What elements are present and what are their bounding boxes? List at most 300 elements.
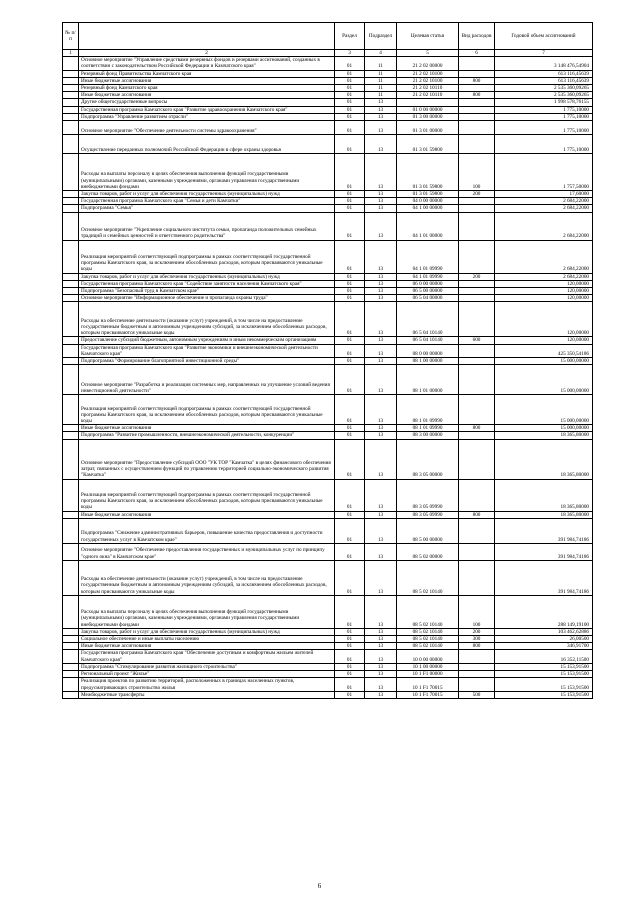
cell-razdel: 01 (335, 358, 365, 365)
cell-razdel: 01 (335, 77, 365, 84)
cell-target-article: 06 5 04 10140 (397, 337, 459, 344)
cell-podrazdel: 13 (365, 560, 397, 595)
cell-podrazdel: 13 (365, 432, 397, 439)
cell-razdel: 01 (335, 205, 365, 212)
table-row (63, 358, 593, 365)
cell-amount: 3 148 476,54904 (495, 57, 593, 70)
header-name (79, 23, 335, 50)
cell-expense-type (459, 198, 495, 205)
cell-expense-type: 200 (459, 191, 495, 198)
cell-amount: 15 153,91500 (495, 691, 593, 698)
cell-name: Подпрограмма "Семья" (79, 205, 335, 212)
cell-podrazdel: 13 (365, 628, 397, 635)
cell-razdel: 01 (335, 280, 365, 287)
table-row (63, 106, 593, 113)
table-row (63, 85, 593, 92)
cell-name: Закупка товаров, работ и услуг для обеспечения государственных (муниципальных) нужд (79, 628, 335, 635)
cell-expense-type (459, 671, 495, 678)
cell-target-article: 08 5 00 00000 (397, 518, 459, 543)
cell-razdel: 01 (335, 691, 365, 698)
cell-podrazdel: 13 (365, 678, 397, 691)
cell-name: Иные бюджетные ассигнования (79, 511, 335, 518)
cell-expense-type (459, 560, 495, 595)
cell-podrazdel: 13 (365, 288, 397, 295)
cell-num (63, 70, 79, 77)
cell-amount: 1 775,10000 (495, 113, 593, 120)
cell-num (63, 395, 79, 425)
cell-razdel: 01 (335, 628, 365, 635)
cell-num (63, 439, 79, 479)
cell-podrazdel: 13 (365, 650, 397, 663)
cell-expense-type (459, 113, 495, 120)
cell-podrazdel: 11 (365, 70, 397, 77)
cell-num (63, 432, 79, 439)
cell-target-article: 04 1 01 09990 (397, 240, 459, 273)
cell-name: Реализация мероприятий соответствующей подпрограммы в рамках соответствующей государственной программы Камчатского края, за исключением обособленных расходов, которым присваиваются уникальные коды (79, 395, 335, 425)
cell-podrazdel: 13 (365, 106, 397, 113)
cell-podrazdel: 11 (365, 77, 397, 84)
cell-amount: 15 000,00000 (495, 365, 593, 395)
table-row (63, 92, 593, 99)
column-index: 4 (365, 50, 397, 57)
cell-target-article: 06 0 00 00000 (397, 280, 459, 287)
table-header (63, 23, 593, 57)
table-row (63, 663, 593, 670)
cell-target-article: 10 1 00 00000 (397, 663, 459, 670)
cell-expense-type: 100 (459, 154, 495, 191)
cell-num (63, 302, 79, 337)
cell-expense-type: 800 (459, 643, 495, 650)
cell-name: Реализация мероприятий соответствующей подпрограммы в рамках соответствующей государственной программы Камчатского края, за исключением обособленных расходов, которым присваиваются уникальные коды (79, 240, 335, 273)
cell-name: Иные бюджетные ассигнования (79, 77, 335, 84)
cell-razdel: 01 (335, 302, 365, 337)
cell-target-article: 04 1 00 00000 (397, 205, 459, 212)
table-row (63, 191, 593, 198)
cell-razdel: 01 (335, 518, 365, 543)
cell-amount: 613 116,45639 (495, 77, 593, 84)
cell-target-article: 01 3 01 59800 (397, 135, 459, 154)
table-row (63, 57, 593, 70)
table-row (63, 365, 593, 395)
cell-razdel: 01 (335, 57, 365, 70)
cell-name: Другие общегосударственные вопросы (79, 99, 335, 106)
cell-name: Реализация проектов по развитию территорий, расположенных в границах населенных пунктов, предусматривающих строительство жилья (79, 678, 335, 691)
cell-amount: 391 984,74186 (495, 518, 593, 543)
header-annual-amount: Годовой объем ассигнований (495, 23, 593, 50)
table-row (63, 240, 593, 273)
cell-num (63, 113, 79, 120)
cell-name: Основное мероприятие "Управление средствами резервных фондов и резервами ассигнований, созданных в соответствии с законодательством Российской Федерации и Камчатского края" (79, 57, 335, 70)
cell-podrazdel: 13 (365, 344, 397, 357)
cell-target-article: 10 1 F1 70015 (397, 678, 459, 691)
cell-name: Социальное обеспечение и иные выплаты населению (79, 636, 335, 643)
cell-razdel: 01 (335, 92, 365, 99)
cell-amount: 120,00000 (495, 280, 593, 287)
table-row (63, 205, 593, 212)
cell-num (63, 288, 79, 295)
cell-expense-type (459, 288, 495, 295)
table-row (63, 70, 593, 77)
cell-expense-type (459, 479, 495, 511)
cell-name: Подпрограмма "Стимулирование развития жилищного строительства" (79, 663, 335, 670)
cell-amount: 18 365,80000 (495, 511, 593, 518)
cell-podrazdel: 13 (365, 273, 397, 280)
cell-expense-type (459, 135, 495, 154)
cell-target-article: 01 3 01 00000 (397, 121, 459, 135)
cell-expense-type (459, 302, 495, 337)
cell-num (63, 57, 79, 70)
table-row (63, 113, 593, 120)
cell-name: Государственная программа Камчатского края "Развитие здравоохранения Камчатского края" (79, 106, 335, 113)
cell-expense-type (459, 663, 495, 670)
cell-target-article: 08 1 00 00000 (397, 358, 459, 365)
cell-podrazdel: 11 (365, 57, 397, 70)
cell-name: Государственная программа Камчатского края "Развитие экономики и внешнеэкономической деятельности Камчатского края" (79, 344, 335, 357)
cell-target-article: 08 1 01 00000 (397, 365, 459, 395)
cell-expense-type: 800 (459, 425, 495, 432)
cell-target-article: 08 5 02 10140 (397, 595, 459, 628)
cell-name: Региональный проект "Жилье" (79, 671, 335, 678)
table-row (63, 154, 593, 191)
cell-amount: 16 352,11500 (495, 650, 593, 663)
cell-name: Закупка товаров, работ и услуг для обеспечения государственных (муниципальных) нужд (79, 273, 335, 280)
cell-name: Основное мероприятие "Обеспечение предоставления государственных и муниципальных услуг по принципу "одного окна" в Камчатском крае" (79, 543, 335, 560)
cell-num (63, 518, 79, 543)
cell-expense-type (459, 240, 495, 273)
cell-expense-type: 200 (459, 273, 495, 280)
cell-podrazdel: 13 (365, 240, 397, 273)
cell-name: Государственная программа Камчатского края "Содействие занятости населения Камчатского края" (79, 280, 335, 287)
cell-amount: 2 684,22000 (495, 198, 593, 205)
cell-podrazdel: 13 (365, 198, 397, 205)
cell-podrazdel: 13 (365, 113, 397, 120)
cell-num (63, 479, 79, 511)
cell-target-article: 21 2 02 10110 (397, 92, 459, 99)
cell-amount: 18 365,80000 (495, 439, 593, 479)
cell-razdel: 01 (335, 479, 365, 511)
cell-razdel: 01 (335, 595, 365, 628)
cell-name: Закупка товаров, работ и услуг для обеспечения государственных (муниципальных) нужд (79, 191, 335, 198)
cell-podrazdel: 13 (365, 99, 397, 106)
cell-amount: 1 775,10000 (495, 106, 593, 113)
header-expense-type: Вид расходов (459, 23, 495, 50)
cell-amount: 15 000,00000 (495, 395, 593, 425)
table-row (63, 595, 593, 628)
cell-expense-type (459, 70, 495, 77)
cell-razdel: 01 (335, 395, 365, 425)
cell-target-article (397, 99, 459, 106)
header-target-article: Целевая статья (397, 23, 459, 50)
cell-target-article: 08 3 00 00000 (397, 432, 459, 439)
table-row (63, 337, 593, 344)
cell-razdel: 01 (335, 273, 365, 280)
cell-amount: 1 998 578,76155 (495, 99, 593, 106)
column-index: 3 (335, 50, 365, 57)
cell-razdel: 01 (335, 99, 365, 106)
column-index: 6 (459, 50, 495, 57)
cell-podrazdel: 13 (365, 295, 397, 302)
table-row (63, 135, 593, 154)
cell-razdel: 01 (335, 70, 365, 77)
cell-expense-type: 300 (459, 636, 495, 643)
cell-num (63, 212, 79, 240)
cell-name: Основное мероприятие "Информационное обеспечение и пропаганда охраны труда" (79, 295, 335, 302)
cell-num (63, 154, 79, 191)
cell-razdel: 01 (335, 643, 365, 650)
table-row (63, 628, 593, 635)
cell-num (63, 295, 79, 302)
cell-num (63, 121, 79, 135)
cell-expense-type (459, 57, 495, 70)
cell-num (63, 560, 79, 595)
cell-num (63, 205, 79, 212)
table-row (63, 432, 593, 439)
cell-amount: 2 535 360,09265 (495, 85, 593, 92)
cell-razdel: 01 (335, 295, 365, 302)
cell-name: Реализация мероприятий соответствующей подпрограммы в рамках соответствующей государственной программы Камчатского края, за исключением обособленных расходов, которым присваиваются уникальные коды (79, 479, 335, 511)
cell-target-article: 08 1 01 09990 (397, 395, 459, 425)
cell-amount: 1 775,10000 (495, 135, 593, 154)
cell-amount: 15 153,91500 (495, 663, 593, 670)
cell-expense-type (459, 212, 495, 240)
cell-podrazdel: 13 (365, 636, 397, 643)
cell-name: Иные бюджетные ассигнования (79, 425, 335, 432)
cell-podrazdel: 13 (365, 671, 397, 678)
cell-num (63, 663, 79, 670)
cell-amount: 2 684,22000 (495, 212, 593, 240)
cell-podrazdel: 11 (365, 92, 397, 99)
cell-podrazdel: 13 (365, 439, 397, 479)
cell-amount: 17,60000 (495, 191, 593, 198)
cell-num (63, 650, 79, 663)
cell-amount: 2 684,22000 (495, 273, 593, 280)
cell-amount: 1 757,50000 (495, 154, 593, 191)
cell-target-article: 08 5 02 10140 (397, 628, 459, 635)
cell-razdel: 01 (335, 432, 365, 439)
cell-amount: 103 462,62886 (495, 628, 593, 635)
cell-razdel: 01 (335, 650, 365, 663)
cell-name: Подпрограмма "Развитие промышленности, внешнеэкономической деятельности, конкуренции" (79, 432, 335, 439)
cell-name: Расходы на выплаты персоналу в целях обеспечения выполнения функций государственными (муниципальными) органами, казенными учреждениями, органами управления государственными внебюджетными фондами (79, 595, 335, 628)
cell-amount: 120,00000 (495, 288, 593, 295)
cell-num (63, 425, 79, 432)
cell-razdel: 01 (335, 85, 365, 92)
cell-target-article: 01 3 01 59800 (397, 191, 459, 198)
cell-podrazdel: 13 (365, 518, 397, 543)
cell-name: Основное мероприятие "Предоставление субсидий ООО "УК ТОР "Камчатка" в целях финансового обеспечения затрат, связанных с осуществлением функций по управлению территорией социально-экономического развития "Камчатка" (79, 439, 335, 479)
table-row (63, 650, 593, 663)
cell-target-article: 08 0 00 00000 (397, 344, 459, 357)
table-row (63, 518, 593, 543)
table-row (63, 511, 593, 518)
cell-expense-type (459, 106, 495, 113)
cell-podrazdel: 13 (365, 365, 397, 395)
cell-podrazdel: 13 (365, 212, 397, 240)
cell-expense-type (459, 432, 495, 439)
cell-podrazdel: 13 (365, 205, 397, 212)
cell-razdel: 01 (335, 543, 365, 560)
budget-table-page (62, 22, 592, 699)
cell-target-article: 04 1 01 00000 (397, 212, 459, 240)
cell-podrazdel: 13 (365, 663, 397, 670)
cell-target-article: 21 2 02 10100 (397, 70, 459, 77)
cell-podrazdel: 13 (365, 337, 397, 344)
table-row (63, 288, 593, 295)
cell-name: Расходы на выплаты персоналу в целях обеспечения выполнения функций государственными (муниципальными) органами, казенными учреждениями, органами управления государственными внебюджетными фондами (79, 154, 335, 191)
cell-expense-type (459, 650, 495, 663)
cell-name: Подпрограмма "Формирование благоприятной инвестиционной среды" (79, 358, 335, 365)
cell-podrazdel: 13 (365, 154, 397, 191)
cell-target-article: 01 3 00 00000 (397, 113, 459, 120)
cell-name: Резервный фонд Камчатского края (79, 85, 335, 92)
table-row (63, 212, 593, 240)
cell-num (63, 678, 79, 691)
cell-podrazdel: 13 (365, 135, 397, 154)
cell-amount: 120,00000 (495, 302, 593, 337)
cell-num (63, 85, 79, 92)
cell-podrazdel: 13 (365, 121, 397, 135)
cell-razdel: 01 (335, 344, 365, 357)
cell-amount: 425 350,54186 (495, 344, 593, 357)
cell-target-article: 01 0 00 00000 (397, 106, 459, 113)
cell-target-article: 08 5 02 10140 (397, 643, 459, 650)
cell-expense-type: 200 (459, 628, 495, 635)
table-row (63, 543, 593, 560)
cell-num (63, 280, 79, 287)
cell-amount: 613 116,45639 (495, 70, 593, 77)
table-row (63, 121, 593, 135)
cell-razdel: 01 (335, 240, 365, 273)
cell-amount: 2 535 360,09265 (495, 92, 593, 99)
cell-name: Предоставление субсидий бюджетным, автономным учреждениям и иным некоммерческим организациям (79, 337, 335, 344)
cell-target-article: 04 1 01 09990 (397, 273, 459, 280)
cell-expense-type (459, 358, 495, 365)
cell-podrazdel: 13 (365, 479, 397, 511)
cell-podrazdel: 13 (365, 643, 397, 650)
cell-razdel: 01 (335, 198, 365, 205)
cell-target-article: 10 1 F1 00000 (397, 671, 459, 678)
table-row (63, 395, 593, 425)
cell-target-article: 08 3 05 00000 (397, 439, 459, 479)
cell-target-article: 21 2 02 10100 (397, 77, 459, 84)
cell-razdel: 01 (335, 212, 365, 240)
cell-target-article: 01 3 01 59800 (397, 154, 459, 191)
cell-podrazdel: 13 (365, 425, 397, 432)
table-row (63, 198, 593, 205)
cell-expense-type: 600 (459, 337, 495, 344)
cell-name: Иные бюджетные ассигнования (79, 92, 335, 99)
cell-name: Подпрограмма "Снижение административных барьеров, повышение качества предоставления и доступности государственных услуг в Камчатском крае" (79, 518, 335, 543)
cell-amount: 2 684,22000 (495, 240, 593, 273)
cell-amount: 1 775,10000 (495, 121, 593, 135)
column-index: 1 (63, 50, 79, 57)
cell-name: Основное мероприятие "Разработка и реализация системных мер, направленных на улучшение условий ведения инвестиционной деятельности" (79, 365, 335, 395)
cell-amount: 391 984,74186 (495, 543, 593, 560)
cell-razdel: 01 (335, 135, 365, 154)
cell-amount: 26,00500 (495, 636, 593, 643)
cell-num (63, 198, 79, 205)
cell-name: Основное мероприятие "Обеспечение деятельности системы здравоохранения" (79, 121, 335, 135)
cell-expense-type (459, 439, 495, 479)
cell-amount: 18 365,80000 (495, 432, 593, 439)
cell-target-article: 08 3 05 09990 (397, 511, 459, 518)
cell-amount: 120,00000 (495, 295, 593, 302)
cell-expense-type (459, 344, 495, 357)
cell-amount: 2 684,22000 (495, 205, 593, 212)
cell-num (63, 543, 79, 560)
cell-expense-type (459, 543, 495, 560)
cell-expense-type (459, 85, 495, 92)
cell-amount: 120,00000 (495, 337, 593, 344)
cell-target-article: 04 0 00 00000 (397, 198, 459, 205)
cell-amount: 346,91700 (495, 643, 593, 650)
cell-name: Основное мероприятие "Укрепление социального института семьи, пропаганда положительных семейных традиций и семейных ценностей и ответственного родительства" (79, 212, 335, 240)
column-index: 5 (397, 50, 459, 57)
cell-num (63, 240, 79, 273)
table-row (63, 560, 593, 595)
cell-expense-type (459, 99, 495, 106)
cell-num (63, 77, 79, 84)
cell-razdel: 01 (335, 121, 365, 135)
cell-num (63, 643, 79, 650)
cell-expense-type (459, 121, 495, 135)
cell-podrazdel: 13 (365, 280, 397, 287)
table-row (63, 273, 593, 280)
cell-target-article: 10 1 F1 70015 (397, 691, 459, 698)
cell-podrazdel: 13 (365, 543, 397, 560)
cell-expense-type: 500 (459, 691, 495, 698)
table-body (63, 57, 593, 699)
table-row (63, 691, 593, 698)
cell-amount: 288 149,19100 (495, 595, 593, 628)
cell-target-article: 08 5 02 10140 (397, 560, 459, 595)
cell-num (63, 191, 79, 198)
table-row (63, 344, 593, 357)
cell-razdel: 01 (335, 113, 365, 120)
cell-amount: 15 153,91500 (495, 671, 593, 678)
cell-name: Межбюджетные трансферты (79, 691, 335, 698)
cell-name: Государственная программа Камчатского края "Обеспечение доступным и комфортным жильем жителей Камчатского края" (79, 650, 335, 663)
cell-num (63, 92, 79, 99)
cell-name: Расходы на обеспечение деятельности (оказание услуг) учреждений, в том числе на предоставление государственным бюджетным и автономным учреждениям субсидий, за исключением обособленных расходов, которым присваиваются уникальные коды (79, 302, 335, 337)
cell-expense-type (459, 365, 495, 395)
cell-razdel: 01 (335, 191, 365, 198)
cell-target-article: 06 5 04 10140 (397, 302, 459, 337)
table-row (63, 302, 593, 337)
cell-podrazdel: 13 (365, 302, 397, 337)
cell-num (63, 99, 79, 106)
budget-allocation-table (62, 22, 593, 699)
cell-target-article: 21 2 02 10110 (397, 85, 459, 92)
cell-name: Государственная программа Камчатского края "Семья и дети Камчатки" (79, 198, 335, 205)
cell-podrazdel: 13 (365, 511, 397, 518)
cell-expense-type: 800 (459, 92, 495, 99)
cell-podrazdel: 13 (365, 595, 397, 628)
cell-target-article: 08 1 01 09990 (397, 425, 459, 432)
cell-num (63, 358, 79, 365)
cell-name: Подпрограмма "Безопасный труд в Камчатском крае" (79, 288, 335, 295)
cell-target-article: 06 5 04 00000 (397, 295, 459, 302)
cell-name: Осуществление переданных полномочий Российской Федерации в сфере охраны здоровья (79, 135, 335, 154)
cell-num (63, 636, 79, 643)
cell-razdel: 01 (335, 663, 365, 670)
table-row (63, 671, 593, 678)
column-index: 7 (495, 50, 593, 57)
cell-expense-type (459, 395, 495, 425)
cell-num (63, 628, 79, 635)
cell-name: Резервный фонд Правительства Камчатского края (79, 70, 335, 77)
cell-razdel: 01 (335, 560, 365, 595)
